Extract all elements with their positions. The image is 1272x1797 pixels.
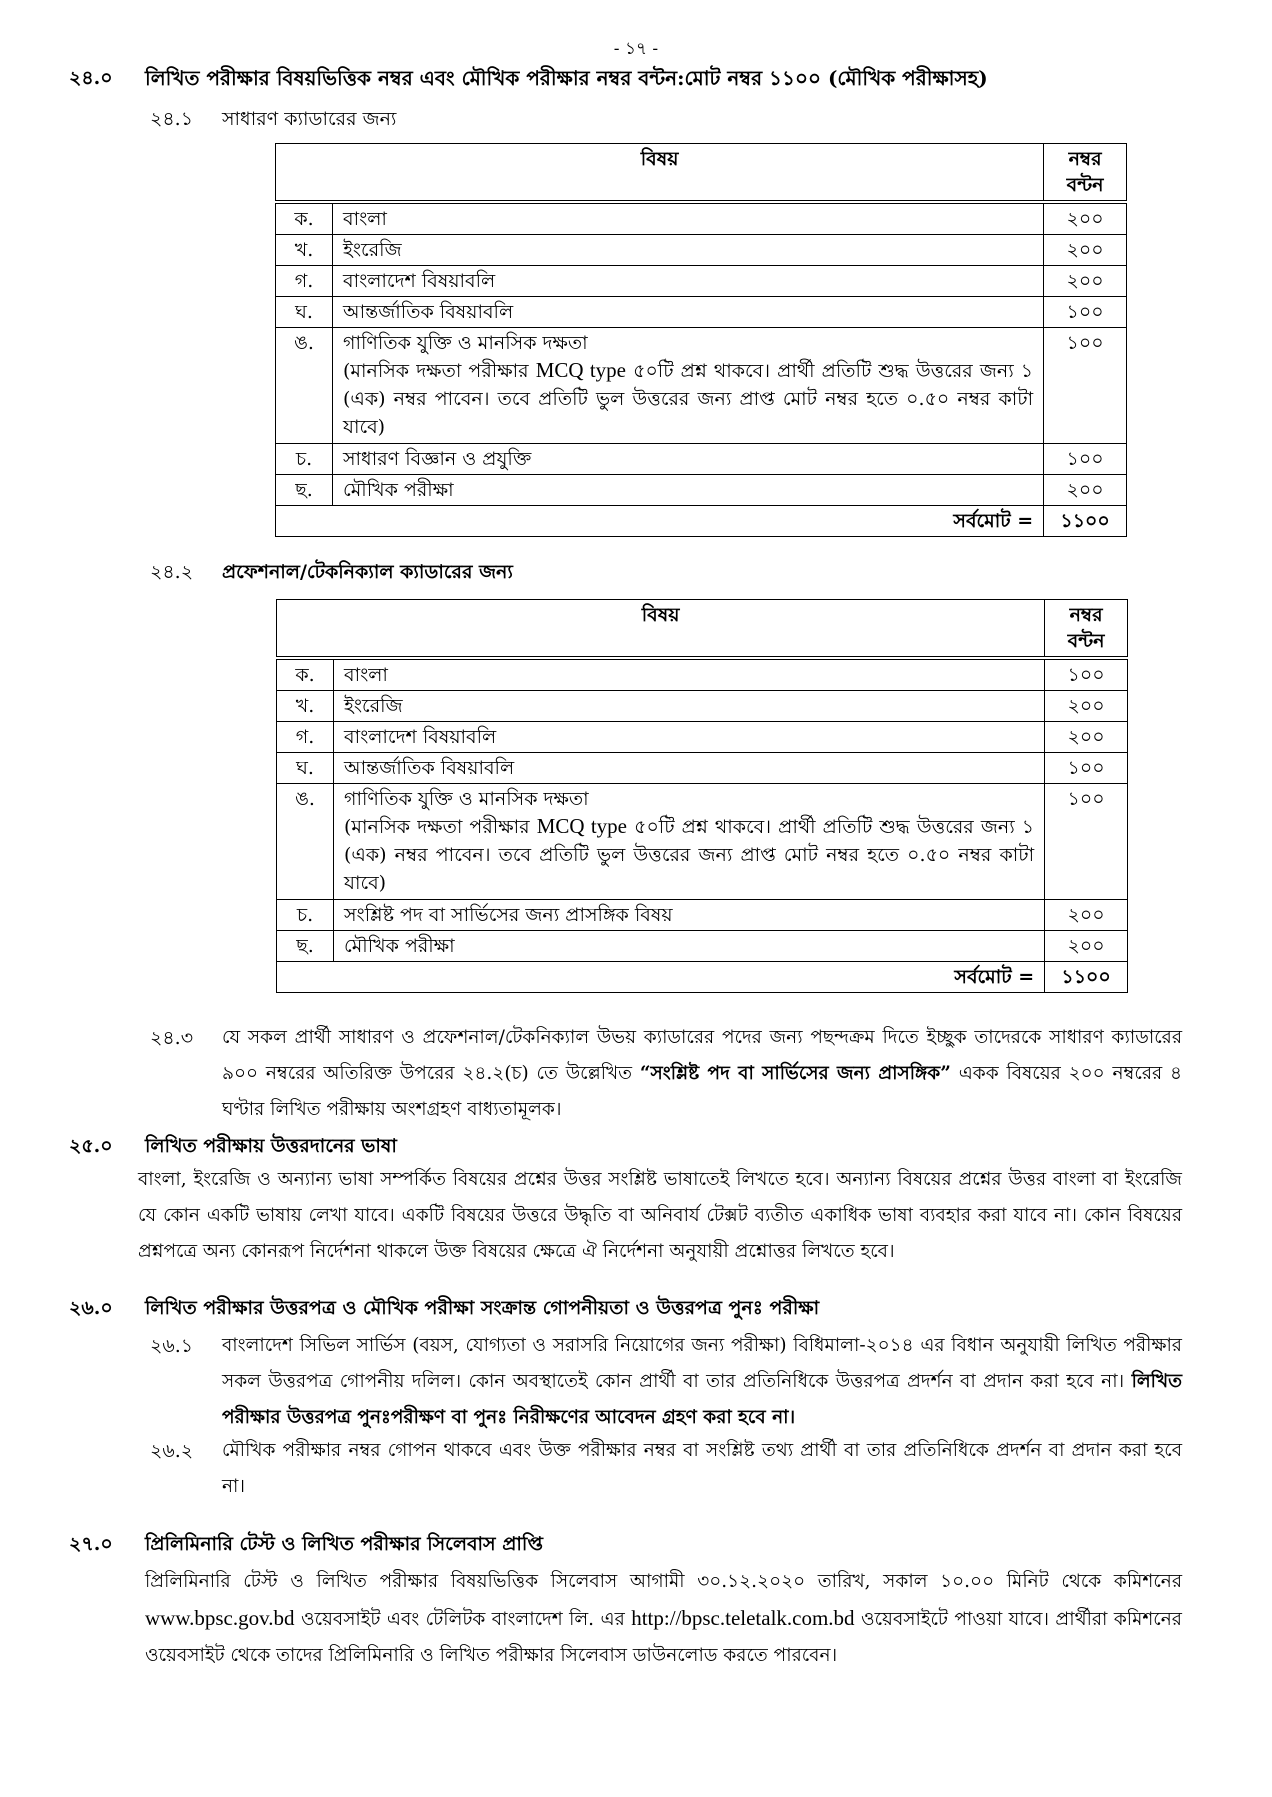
marks-cell: ১০০ bbox=[1045, 753, 1128, 784]
section-24-2-number: ২৪.২ bbox=[150, 561, 194, 583]
row-index: ক. bbox=[276, 202, 333, 235]
marks-cell: ১০০ bbox=[1044, 297, 1127, 328]
table-row bbox=[276, 235, 1127, 266]
marks-cell: ২০০ bbox=[1045, 931, 1128, 962]
table-row bbox=[277, 784, 1128, 900]
subject-name: মৌখিক পরীক্ষা bbox=[344, 935, 455, 957]
total-label: সর্বমোট = bbox=[276, 506, 1044, 537]
subject-name: ইংরেজি bbox=[344, 695, 403, 717]
text: ওয়েবসাইটে পাওয়া যাবে। প্রার্থীরা কমিশনের ওয়েবসাইট থেকে তাদের প্রিলিমিনারি ও লিখিত পরীক্ষার সিলেবাস ডাউনলোড করতে পারবেন। bbox=[145, 1609, 1182, 1666]
subject-name: গাণিতিক যুক্তি ও মানসিক দক্ষতা bbox=[344, 788, 589, 810]
section-25-text: বাংলা, ইংরেজি ও অন্যান্য ভাষা সম্পর্কিত বিষয়ের প্রশ্নের উত্তর সংশ্লিষ্ট ভাষাতেই লিখতে হবে। অন্যান্য বিষয়ের প্রশ্নের উত্তর বাংলা বা ইংরেজি যে কোন একটি ভাষায় লেখা যাবে। একটি বিষয়ের উত্তরে উদ্ধৃতি বা অনিবার্য টেক্সট ব্যতীত একাধিক ভাষা ব্যবহার করা যাবে না। কোন বিষয়ের প্রশ্নপত্রে অন্য কোনরূপ নির্দেশনা থাকলে উক্ত বিষয়ের ক্ষেত্রে ঐ নির্দেশনা অনুযায়ী প্রশ্নোত্তর লিখতে হবে। bbox=[138, 1169, 1182, 1262]
table-row bbox=[277, 931, 1128, 962]
subject-name: বাংলাদেশ বিষয়াবলি bbox=[343, 270, 496, 292]
table-header-row bbox=[276, 144, 1127, 203]
section-24-3-text bbox=[222, 1020, 1182, 1128]
subject-note bbox=[343, 356, 1033, 441]
subject-name: মৌখিক পরীক্ষা bbox=[343, 479, 454, 501]
row-index: ঙ. bbox=[276, 328, 333, 444]
marks-cell: ১০০ bbox=[1044, 328, 1127, 444]
marks-cell: ১০০ bbox=[1044, 444, 1127, 475]
section-24-2-title: প্রফেশনাল/টেকনিক্যাল ক্যাডারের জন্য bbox=[222, 561, 513, 583]
marks-cell: ১০০ bbox=[1045, 784, 1128, 900]
note-latin: MCQ type bbox=[536, 814, 627, 838]
section-24-1-number: ২৪.১ bbox=[150, 108, 194, 130]
subject-cell bbox=[333, 328, 1044, 444]
header-subject: বিষয় bbox=[276, 144, 1044, 203]
table-row bbox=[276, 297, 1127, 328]
row-index: খ. bbox=[277, 691, 334, 722]
section-26-2-text: মৌখিক পরীক্ষার নম্বর গোপন থাকবে এবং উক্ত পরীক্ষার নম্বর বা সংশ্লিষ্ট তথ্য প্রার্থী বা তার প্রতিনিধিকে প্রদর্শন বা প্রদান করা হবে না। bbox=[222, 1440, 1182, 1497]
row-index: খ. bbox=[276, 235, 333, 266]
subject-cell bbox=[333, 297, 1044, 328]
header-marks: নম্বর বন্টন bbox=[1044, 144, 1127, 203]
table-header-row bbox=[277, 600, 1128, 659]
section-26-2-number: ২৬.২ bbox=[150, 1440, 194, 1462]
row-index: ছ. bbox=[277, 931, 334, 962]
marks-cell: ২০০ bbox=[1045, 900, 1128, 931]
subject-cell bbox=[334, 784, 1045, 900]
subject-name: গাণিতিক যুক্তি ও মানসিক দক্ষতা bbox=[343, 332, 588, 354]
table-row bbox=[276, 328, 1127, 444]
section-26-number: ২৬.০ bbox=[69, 1297, 113, 1319]
table-row bbox=[276, 202, 1127, 235]
row-index: ঙ. bbox=[277, 784, 334, 900]
bold-text: লিখিত পরীক্ষার উত্তরপত্র পুনঃপরীক্ষণ বা পুনঃ নিরীক্ষণের আবেদন গ্রহণ করা হবে না। bbox=[222, 1371, 1182, 1428]
note-text: (মানসিক দক্ষতা পরীক্ষার bbox=[343, 360, 529, 382]
row-index: ঘ. bbox=[276, 297, 333, 328]
subject-note bbox=[344, 812, 1034, 897]
section-24-3-number: ২৪.৩ bbox=[150, 1027, 194, 1049]
section-27-title: প্রিলিমিনারি টেস্ট ও লিখিত পরীক্ষার সিলেবাস প্রাপ্তি bbox=[145, 1533, 543, 1555]
text: যে সকল প্রার্থী সাধারণ ও প্রফেশনাল/টেকনিক্যাল উভয় ক্যাডারের পদের জন্য পছন্দক্রম দিতে ইচ্ছুক তাদেরকে সাধারণ ক্যাডারের ৯০০ নম্বরের অতিরিক্ত উপরের ২৪.২(চ) তে উল্লেখিত bbox=[222, 1027, 1182, 1084]
table-row bbox=[277, 900, 1128, 931]
marks-cell: ২০০ bbox=[1044, 475, 1127, 506]
subject-cell bbox=[334, 722, 1045, 753]
page-number: - ১৭ - bbox=[613, 39, 659, 59]
marks-cell: ২০০ bbox=[1045, 722, 1128, 753]
text: বাংলাদেশ সিভিল সার্ভিস (বয়স, যোগ্যতা ও সরাসরি নিয়োগের জন্য পরীক্ষা) বিধিমালা-২০১৪ এর বিধান অনুযায়ী লিখিত পরীক্ষার সকল উত্তরপত্র গোপনীয় দলিল। কোন অবস্থাতেই কোন প্রার্থী বা তার প্রতিনিধিকে উত্তরপত্র প্রদর্শন বা প্রদান করা হবে না। bbox=[222, 1335, 1182, 1392]
note-text: ৫০টি প্রশ্ন থাকবে। প্রার্থী প্রতিটি শুদ্ধ উত্তরের জন্য ১ (এক) নম্বর পাবেন। তবে প্রতিটি ভুল উত্তরের জন্য প্রাপ্ত মোট নম্বর হতে ০.৫০ নম্বর কাটা যাবে) bbox=[344, 816, 1035, 894]
subject-name: আন্তর্জাতিক বিষয়াবলি bbox=[343, 301, 514, 323]
header-marks: নম্বর বন্টন bbox=[1045, 600, 1128, 659]
section-25-title: লিখিত পরীক্ষায় উত্তরদানের ভাষা bbox=[145, 1135, 397, 1157]
table-row bbox=[277, 691, 1128, 722]
marks-cell: ১০০ bbox=[1045, 658, 1128, 691]
subject-cell bbox=[333, 202, 1044, 235]
general-cadre-marks-table bbox=[275, 143, 1127, 537]
marks-cell: ২০০ bbox=[1044, 266, 1127, 297]
section-27-number: ২৭.০ bbox=[69, 1533, 113, 1555]
text: একক বিষয়ের ২০০ নম্বরের ৪ ঘণ্টার লিখিত পরীক্ষায় অংশগ্রহণ বাধ্যতামূলক। bbox=[222, 1063, 1182, 1120]
marks-cell: ২০০ bbox=[1044, 235, 1127, 266]
technical-cadre-marks-table bbox=[276, 599, 1128, 993]
subject-cell bbox=[333, 235, 1044, 266]
table-row bbox=[276, 266, 1127, 297]
section-24-title: লিখিত পরীক্ষার বিষয়ভিত্তিক নম্বর এবং মৌখিক পরীক্ষার নম্বর বন্টন:মোট নম্বর ১১০০ (মৌখিক পরীক্ষাসহ) bbox=[145, 66, 988, 90]
table-row bbox=[277, 753, 1128, 784]
row-index: ঘ. bbox=[277, 753, 334, 784]
subject-cell bbox=[333, 444, 1044, 475]
row-index: চ. bbox=[276, 444, 333, 475]
total-row bbox=[276, 506, 1127, 537]
table-row bbox=[277, 658, 1128, 691]
section-26-title: লিখিত পরীক্ষার উত্তরপত্র ও মৌখিক পরীক্ষা সংক্রান্ত গোপনীয়তা ও উত্তরপত্র পুনঃ পরীক্ষা bbox=[145, 1297, 820, 1319]
note-text: (মানসিক দক্ষতা পরীক্ষার bbox=[344, 816, 530, 838]
subject-name: ইংরেজি bbox=[343, 239, 402, 261]
table-row bbox=[276, 475, 1127, 506]
total-value: ১১০০ bbox=[1045, 962, 1128, 993]
subject-name: সংশ্লিষ্ট পদ বা সার্ভিসের জন্য প্রাসঙ্গিক বিষয় bbox=[344, 904, 673, 926]
subject-cell bbox=[333, 475, 1044, 506]
section-24-number: ২৪.০ bbox=[69, 67, 113, 89]
row-index: গ. bbox=[276, 266, 333, 297]
text: ওয়েবসাইট এবং টেলিটক বাংলাদেশ লি. এর bbox=[300, 1609, 625, 1630]
subject-name: বাংলা bbox=[344, 664, 388, 686]
section-26-1-number: ২৬.১ bbox=[150, 1335, 194, 1357]
row-index: গ. bbox=[277, 722, 334, 753]
text: প্রিলিমিনারি টেস্ট ও লিখিত পরীক্ষার বিষয়ভিত্তিক সিলেবাস আগামী ৩০.১২.২০২০ তারিখ, সকাল ১০.০০ মিনিট থেকে কমিশনের bbox=[145, 1571, 1182, 1592]
section-27-text bbox=[145, 1564, 1182, 1674]
section-24-1-title: সাধারণ ক্যাডারের জন্য bbox=[222, 108, 397, 130]
table-row bbox=[277, 722, 1128, 753]
subject-cell bbox=[334, 900, 1045, 931]
marks-cell: ২০০ bbox=[1045, 691, 1128, 722]
header-subject: বিষয় bbox=[277, 600, 1045, 659]
marks-cell: ২০০ bbox=[1044, 202, 1127, 235]
subject-name: সাধারণ বিজ্ঞান ও প্রযুক্তি bbox=[343, 448, 532, 470]
row-index: ছ. bbox=[276, 475, 333, 506]
bpsc-website-link[interactable]: www.bpsc.gov.bd bbox=[145, 1606, 295, 1630]
section-26-1-text bbox=[222, 1328, 1182, 1436]
subject-cell bbox=[334, 931, 1045, 962]
table-row bbox=[276, 444, 1127, 475]
teletalk-website-link[interactable]: http://bpsc.teletalk.com.bd bbox=[631, 1606, 855, 1630]
total-value: ১১০০ bbox=[1044, 506, 1127, 537]
note-text: ৫০টি প্রশ্ন থাকবে। প্রার্থী প্রতিটি শুদ্ধ উত্তরের জন্য ১ (এক) নম্বর পাবেন। তবে প্রতিটি ভুল উত্তরের জন্য প্রাপ্ত মোট নম্বর হতে ০.৫০ নম্বর কাটা যাবে) bbox=[343, 360, 1034, 438]
subject-cell bbox=[334, 691, 1045, 722]
total-row bbox=[277, 962, 1128, 993]
subject-name: আন্তর্জাতিক বিষয়াবলি bbox=[344, 757, 515, 779]
subject-cell bbox=[333, 266, 1044, 297]
row-index: ক. bbox=[277, 658, 334, 691]
subject-cell bbox=[334, 753, 1045, 784]
total-label: সর্বমোট = bbox=[277, 962, 1045, 993]
note-latin: MCQ type bbox=[535, 358, 626, 382]
row-index: চ. bbox=[277, 900, 334, 931]
subject-name: বাংলাদেশ বিষয়াবলি bbox=[344, 726, 497, 748]
subject-name: বাংলা bbox=[343, 208, 387, 230]
subject-cell bbox=[334, 658, 1045, 691]
bold-text: “সংশ্লিষ্ট পদ বা সার্ভিসের জন্য প্রাসঙ্গিক” bbox=[639, 1063, 951, 1084]
section-25-number: ২৫.০ bbox=[69, 1135, 113, 1157]
